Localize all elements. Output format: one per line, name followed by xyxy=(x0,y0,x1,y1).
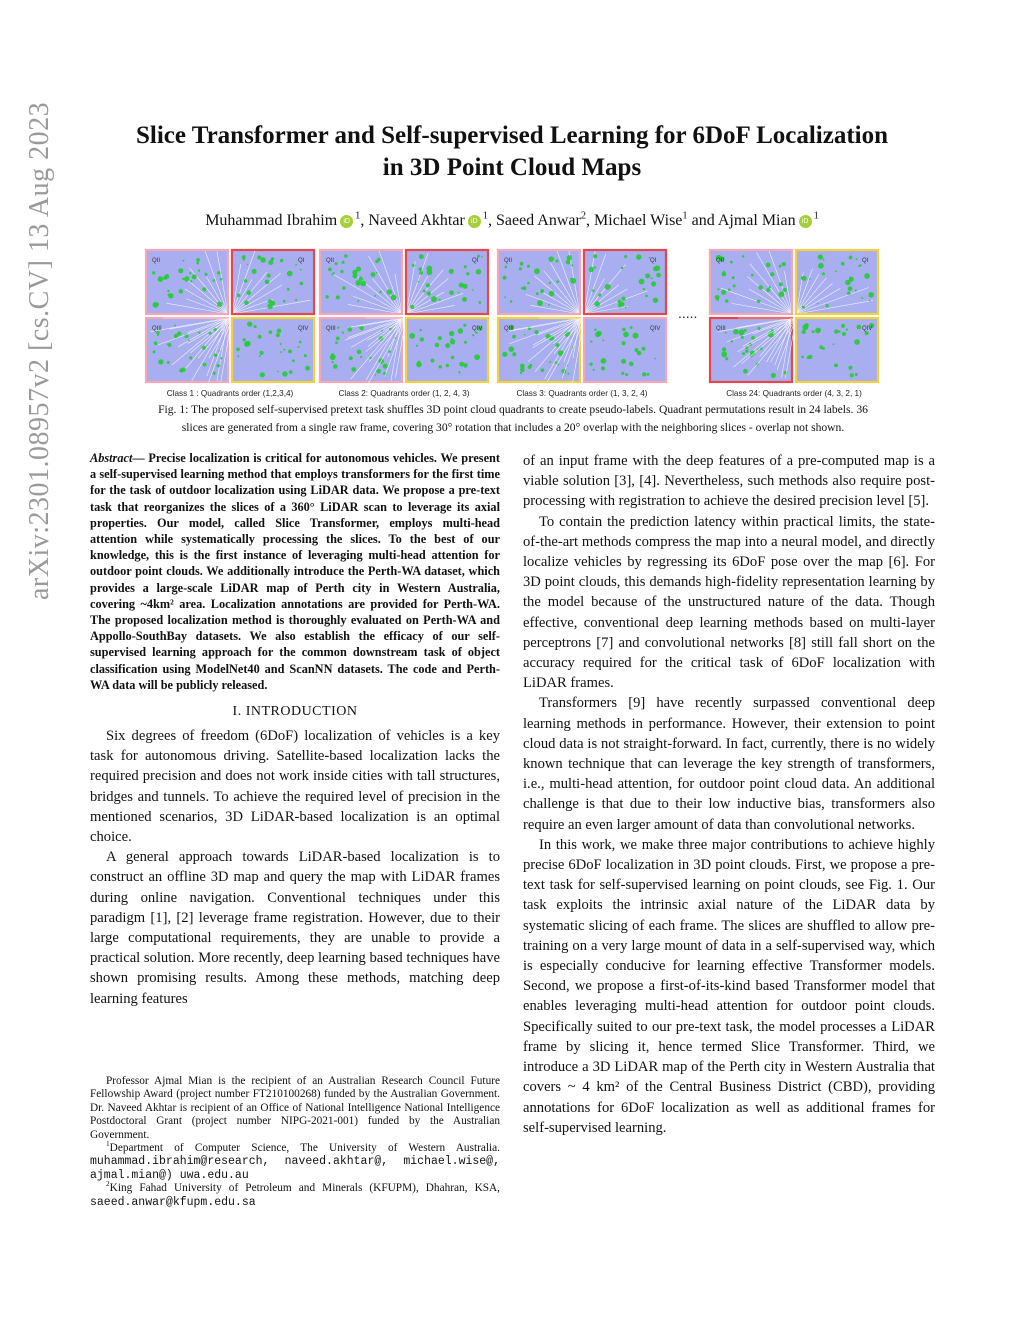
email-address[interactable]: saeed.anwar@kfupm.edu.sa xyxy=(90,1195,256,1209)
quadrant-panel xyxy=(498,246,580,314)
quadrant-panel xyxy=(796,250,878,314)
intro-paragraph-1: Six degrees of freedom (6DoF) localization of vehicles is a key task for autonomous driving. Satellite-based localization lacks the required precision and does not work inside cities with tall structures, bridges and tunnels. To achieve the required level of precision in the mentioned scenarios, 3D LiDAR-based localization is an optimal choice. xyxy=(90,728,500,846)
abstract-text: — Precise localization is critical for autonomous vehicles. We present a self-supervised learning method that employs transformers for the first time for the task of outdoor localization using LiDAR data. We propose a pre-text task that reorganizes the slices of a 360° LiDAR scan to leverage its axial properties. Our model, called Slice Transformer, employs multi-head attention while systematically processing the slices. To the best of our knowledge, this is the first instance of leveraging multi-head attention for outdoor point clouds. We additionally introduce the Perth-WA dataset, which provides a large-scale LiDAR map of Perth city in Western Australia, covering ~4km² area. Localization annotations are provided for Perth-WA. The proposed localization method is thoroughly evaluated on Perth-WA and Appollo-SouthBay datasets. We also establish the efficacy of our self-supervised learning approach for the common downstream task of object classification using ModelNet40 and ScanNN datasets. The code and Perth-WA data will be publicly released. xyxy=(90,451,500,692)
class-panel-group xyxy=(498,246,666,385)
email-list[interactable]: muhammad.ibrahim@research, naveed.akhtar@, michael.wise@, ajmal.mian@) uwa.edu.au xyxy=(90,1155,500,1182)
quadrant-label: QIV xyxy=(650,326,661,332)
quadrant-label: QIII xyxy=(716,326,726,332)
arxiv-identifier: arXiv:2301.08957v2 [cs.CV] 13 Aug 2023 xyxy=(24,101,55,600)
figure-1-caption xyxy=(88,401,938,437)
quadrant-panel xyxy=(584,246,666,314)
quadrant-label: QII xyxy=(716,258,725,264)
author-list xyxy=(80,210,944,232)
quadrant-label: QIV xyxy=(472,326,483,332)
right-column xyxy=(523,451,935,1138)
quadrant-label: QIII xyxy=(504,326,514,332)
author-affiliation: 1 xyxy=(813,210,819,222)
class-panel-group xyxy=(710,246,878,382)
abstract-label: Abstract xyxy=(90,451,133,465)
figure-1 xyxy=(140,246,884,398)
author-separator: and xyxy=(687,212,718,229)
author-name: Muhammad Ibrahim xyxy=(205,212,338,229)
quadrant-label: QII xyxy=(326,258,335,264)
intro-paragraph-2: A general approach towards LiDAR-based localization is to construct an offline 3D map and query the map with LiDAR frames during online navigation. Conventional techniques under this paradigm [1], [2] leverage frame registration. However, due to their large computational requirements, they are unable to provide a practical solution. More recently, deep learning based techniques have shown promising results. Among these methods, matching deep learning features xyxy=(90,849,500,1007)
author-name: Saeed Anwar xyxy=(495,212,581,229)
quadrant-label: QI xyxy=(298,258,305,264)
affiliation-footnote-2 xyxy=(90,1179,500,1209)
class-panel-group xyxy=(146,246,314,393)
intro-paragraph-6: In this work, we make three major contributions to achieve highly precise 6DoF localization in 3D point clouds. First, we propose a pre-text task for self-supervised learning on point clouds, see Fig. 1. Our task exploits the intrinsic axial nature of the LiDAR data by systematic slicing of each frame. The slices are shuffled to allow pre-training on a very large mount of data in a self-supervised way, which is especially conducive for learning effective Transformer models. Second, we propose a first-of-its-kind based Transformer model that enables leveraging multi-head attention for outdoor point clouds. Specifically suited to our pre-text task, the model processes a LiDAR frame by slicing it, hence termed Slice Transformer. Third, we introduce a 3D LiDAR map of the Perth city in Western Australia that covers ~ 4 km² of the Central Business District (CBD), providing annotations for 6DoF localization as well as additional frames for self-supervised learning. xyxy=(523,836,935,1136)
footnote-marker: 1 xyxy=(106,1139,110,1149)
quadrant-panel xyxy=(320,250,402,314)
author-affiliation: 1 xyxy=(682,210,688,222)
caption-line-1: Fig. 1: The proposed self-supervised pretext task shuffles 3D point cloud quadrants to create pseudo-labels. Quadrant permutations result in 24 labels. 36 xyxy=(158,403,868,416)
quadrant-panel xyxy=(146,246,228,314)
ellipsis: ..... xyxy=(678,305,698,321)
class-label: Class 24: Quadrants order (4, 3, 2, 1) xyxy=(726,389,862,398)
quadrant-label: QI xyxy=(862,258,869,264)
quadrant-label: QI xyxy=(472,258,479,264)
class-panel-group xyxy=(320,250,488,386)
quadrant-label: QI xyxy=(650,258,657,264)
title-line-1: Slice Transformer and Self-supervised Learning for 6DoF Localization xyxy=(135,122,889,149)
author-separator: , xyxy=(360,212,369,229)
author-name: Naveed Akhtar xyxy=(368,212,465,229)
section-heading-introduction: I. INTRODUCTION xyxy=(232,704,358,720)
orcid-icon[interactable]: iD xyxy=(799,215,812,228)
footnotes xyxy=(90,1075,500,1209)
author-affiliation: 1 xyxy=(482,210,488,222)
orcid-icon[interactable]: iD xyxy=(468,215,481,228)
author-name: Michael Wise xyxy=(594,212,683,229)
author-affiliation: 2 xyxy=(580,210,587,222)
funding-footnote: Professor Ajmal Mian is the recipient of an Australian Research Council Future Fellowship Award (project number FT210100268) funded by the Australian Government. Dr. Naveed Akhtar is recipient of an Office of National Intelligence National Intelligence Postdoctoral Grant (project number NIPG-2021-001) funded by the Australian Government. xyxy=(90,1075,500,1141)
class-label: Class 2: Quadrants order (1, 2, 4, 3) xyxy=(338,389,470,398)
abstract xyxy=(90,450,500,693)
affiliation-text: Department of Computer Science, The University of Western Australia. xyxy=(109,1142,500,1155)
author-name: Ajmal Mian xyxy=(717,212,796,229)
quadrant-panel xyxy=(406,250,488,314)
author-separator: , xyxy=(586,212,595,229)
quadrant-label: QIV xyxy=(862,326,873,332)
intro-paragraph-5: Transformers [9] have recently surpassed conventional deep learning methods in performance. However, their extension to point cloud data is not straight-forward. In fact, currently, there is no widely known technique that can leverage the key strength of transformers, i.e., multi-head attention, for outdoor point cloud data. An additional challenge is that due to their low inductive bias, transformers also require an even larger amount of data than convolutional networks. xyxy=(523,695,935,833)
quadrant-label: QIV xyxy=(298,326,309,332)
quadrant-label: QIII xyxy=(326,326,336,332)
quadrant-panel xyxy=(710,246,792,314)
left-column xyxy=(90,450,500,1009)
paper-title xyxy=(80,120,944,184)
intro-paragraph-3: of an input frame with the deep features of a pre-computed map is a viable solution [3], [4]. Nevertheless, such methods also require post-processing with registration to achieve the desired precision level [5]. xyxy=(523,453,935,510)
class-label: Class 3: Quadrants order (1, 3, 2, 4) xyxy=(516,389,648,398)
quadrant-panel xyxy=(146,318,228,393)
quadrant-label: QIII xyxy=(152,326,162,332)
class-label: Class 1 : Quadrants order (1,2,3,4) xyxy=(166,389,294,398)
quadrant-panel xyxy=(232,246,314,314)
author-separator: , xyxy=(487,212,496,229)
orcid-icon[interactable]: iD xyxy=(340,215,353,228)
quadrant-label: QII xyxy=(152,258,161,264)
title-line-2: in 3D Point Cloud Maps xyxy=(382,154,642,181)
quadrant-label: QII xyxy=(504,258,513,264)
caption-line-2: slices are generated from a single raw frame, covering 30° rotation that includes a 20° overlap with the neighboring slices - overlap not shown. xyxy=(181,421,845,434)
quadrant-panel xyxy=(320,318,402,385)
affiliation-text: King Fahad University of Petroleum and Minerals (KFUPM), Dhahran, KSA, xyxy=(109,1182,500,1195)
affiliation-footnote-1 xyxy=(90,1139,500,1182)
intro-paragraph-4: To contain the prediction latency within practical limits, the state-of-the-art methods compress the map into a neural model, and directly localize vehicles by regressing its 6DoF pose over the map [6]. For 3D point clouds, this demands high-fidelity representation learning by the model because of the unstructured nature of the data. Though effective, conventional deep learning methods based on multi-layer perceptrons [7] and convolutional networks [8] still fall short on the accuracy required for the critical task of 6DoF localization with LiDAR frames. xyxy=(523,513,935,692)
author-affiliation: 1 xyxy=(355,210,361,222)
footnote-marker: 2 xyxy=(106,1179,110,1189)
